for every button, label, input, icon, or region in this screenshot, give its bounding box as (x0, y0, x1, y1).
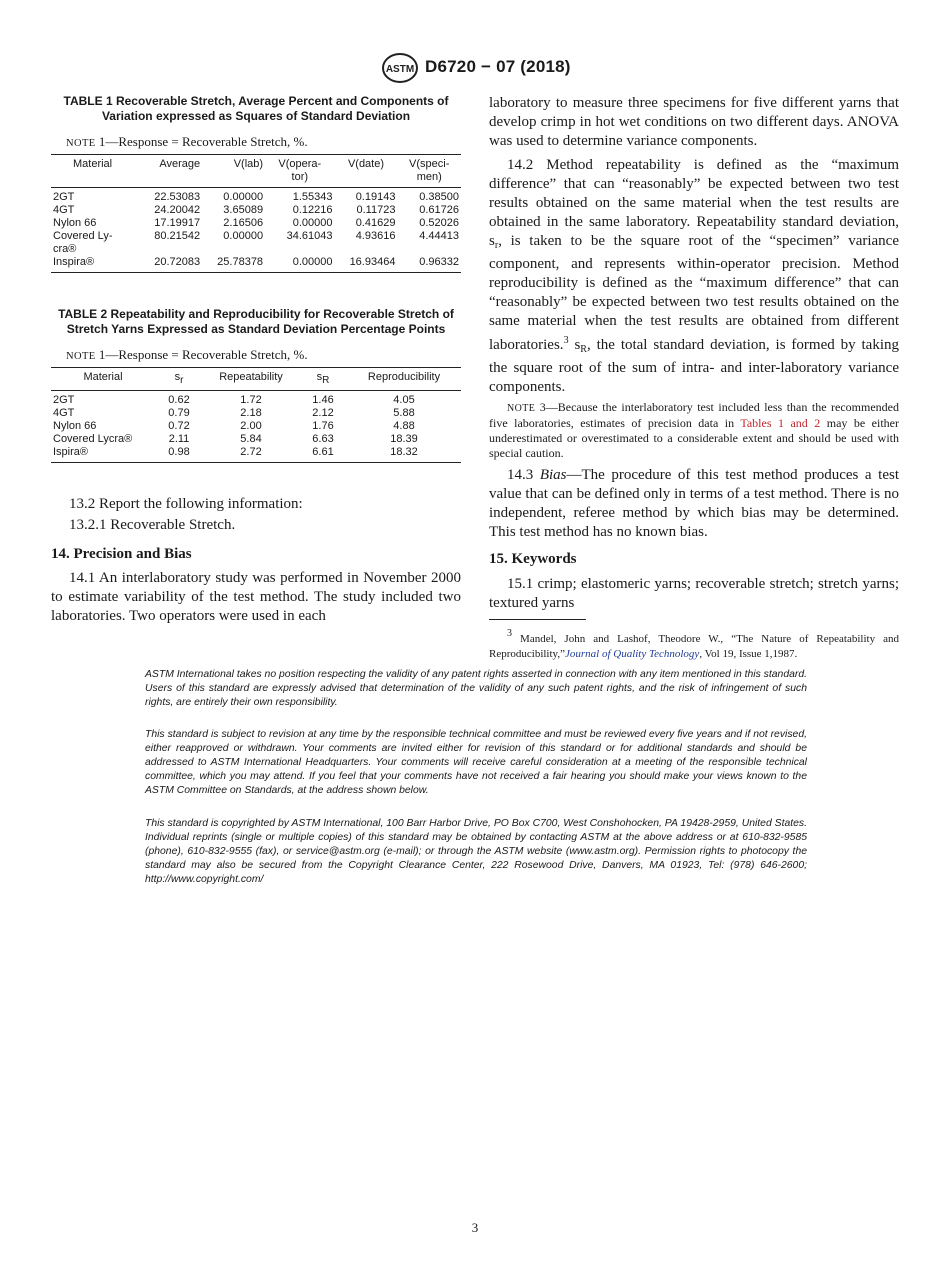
page-header (0, 52, 950, 86)
right-column (489, 94, 899, 662)
section-14-1: 14.1 An interlaboratory study was performed in November 2000 to estimate variability of the test method. The study included two laboratories. Two operators were used in each (51, 570, 461, 624)
table-row: 4GT 24.20042 3.65089 0.12216 0.11723 0.61726 (53, 204, 459, 216)
table-row: 2GT 0.62 1.72 1.46 4.05 (53, 394, 415, 406)
heading-14: 14. Precision and Bias (51, 546, 192, 562)
svg-text:ASTM: ASTM (385, 64, 415, 75)
heading-15: 15. Keywords (489, 551, 577, 567)
page-number: 3 (471, 1220, 479, 1235)
table2-note: NOTE 1—Response = Recoverable Stretch, %. (66, 347, 308, 362)
table1-header-material: Material (51, 155, 133, 188)
table-row: Covered Lycra® 2.11 5.84 6.63 18.39 (53, 433, 418, 445)
table1-title: TABLE 1 Recoverable Stretch, Average Percent and Components of Variation expressed as Squares of Standard Deviation (63, 94, 449, 123)
table1-header-vdate: V(date) (335, 155, 398, 188)
tables-1-and-2-link[interactable]: Tables 1 and 2 (740, 416, 821, 430)
table-row: 2GT 22.53083 0.00000 1.55343 0.19143 0.38500 (53, 191, 459, 203)
table-row: Nylon 66 0.72 2.00 1.76 4.88 (53, 420, 415, 432)
table1 (51, 154, 461, 273)
patent-disclaimer: ASTM International takes no position respecting the validity of any patent rights asserted in connection with any item mentioned in this standard. Users of this standard are expressly advised that determination of the validity of any such patent rights, and the risk of infringement of such rights, are entirely their own responsibility. (145, 669, 807, 708)
table2 (51, 367, 461, 463)
table2-header-repeatability: Repeatability (203, 368, 299, 391)
note-3: NOTE 3—Because the interlaboratory test included less than the recommended five laboratories, estimates of precision data in Tables 1 and 2 may be either underestimated or overestimated to a considerable extent and should be used with special caution. (489, 400, 899, 460)
table-row: Ispira® 0.98 2.72 6.61 18.32 (51, 446, 461, 463)
section-14-3: 14.3 Bias—The procedure of this test method produces a test value that can be defined only in terms of a test method. There is no independent, referee method by which bias may be determined. This test method has no known bias. (489, 467, 899, 540)
table2-header-sr: sr (155, 368, 203, 391)
table-row: Nylon 66 17.19917 2.16506 0.00000 0.41629 0.52026 (53, 217, 459, 229)
section-14-1-continued: laboratory to measure three specimens for five different yarns that develop crimp in hot wet conditions on two different days. ANOVA was used to determine variance components. (489, 95, 899, 149)
left-column (51, 94, 461, 626)
table2-header-material: Material (51, 368, 155, 391)
section-13-2-1: 13.2.1 Recoverable Stretch. (69, 517, 236, 533)
section-14-2: 14.2 Method repeatability is defined as the “maximum difference” that can “reasonably” be expected between two test results obtained on the same material when the test results are obtained in the same laboratory. Repeatability standard deviation, $s_r$, is taken to be the square root of the “specimen” variance component, and represents within-operator precision. Method reproducibility is defined as the “maximum difference” that can “reasonably” be expected between two test results obtained on the same material when the test results are obtained from different laboratories.$^3$ $s_R$, the total standard deviation, is formed by taking the square root of the sum of intra- and inter-laboratory variance components. (489, 157, 899, 395)
table1-header-voperator: V(opera- tor) (265, 155, 334, 188)
footnote-divider (489, 619, 586, 620)
revision-disclaimer: This standard is subject to revision at any time by the responsible technical committee and must be reviewed every five years and if not revised, either reapproved or withdrawn. Your comments are invited either for revision of this standard or for additional standards and should be addressed to ASTM International Headquarters. Your comments will receive careful consideration at a meeting of the responsible technical committee, which you may attend. If you feel that your comments have not received a fair hearing you should make your views known to the ASTM Committee on Standards, at the address shown below. (145, 729, 807, 796)
table1-header-vspecimen: V(speci- men) (397, 155, 461, 188)
table-row: Inspira® 20.72083 25.78378 0.00000 16.93464 0.96332 (51, 256, 461, 273)
astm-logo-icon (381, 52, 419, 84)
table1-header-vlab: V(lab) (202, 155, 265, 188)
journal-link[interactable]: Journal of Quality Technology (564, 648, 700, 660)
table2-header-reproducibility: Reproducibility (347, 368, 461, 391)
table1-header-average: Average (133, 155, 202, 188)
section-15-1: 15.1 crimp; elastomeric yarns; recoverable stretch; stretch yarns; textured yarns (489, 576, 899, 611)
table2-title: TABLE 2 Repeatability and Reproducibility for Recoverable Stretch of Stretch Yarns Expressed as Standard Deviation Percentage Points (58, 307, 454, 336)
table1-note: NOTE 1—Response = Recoverable Stretch, %. (66, 134, 308, 149)
section-13-2: 13.2 Report the following information: (69, 496, 303, 512)
document-id: D6720 − 07 (2018) (425, 57, 571, 76)
table-row: Covered Ly- cra® 80.21542 0.00000 34.61043 4.93616 4.44413 (53, 230, 459, 255)
copyright-disclaimer: This standard is copyrighted by ASTM International, 100 Barr Harbor Drive, PO Box C700, West Conshohocken, PA 19428-2959, United States. Individual reprints (single or multiple copies) of this standard may be obtained by contacting ASTM at the above address or at 610-832-9585 (phone), 610-832-9555 (fax), or service@astm.org (e-mail); or through the ASTM website (www.astm.org). Permission rights to photocopy the standard may also be secured from the Copyright Clearance Center, 222 Rosewood Drive, Danvers, MA 01923, Tel: (978) 646-2600; http://www.copyright.com/ (145, 818, 807, 885)
table2-header-sR: sR (299, 368, 347, 391)
table-row: 4GT 0.79 2.18 2.12 5.88 (53, 407, 415, 419)
footnote-3: 3 Mandel, John and Lashof, Theodore W., “The Nature of Repeatability and Reproducibility,”Journal of Quality Technology, Vol 19, Issue 1,1987. (489, 628, 899, 660)
